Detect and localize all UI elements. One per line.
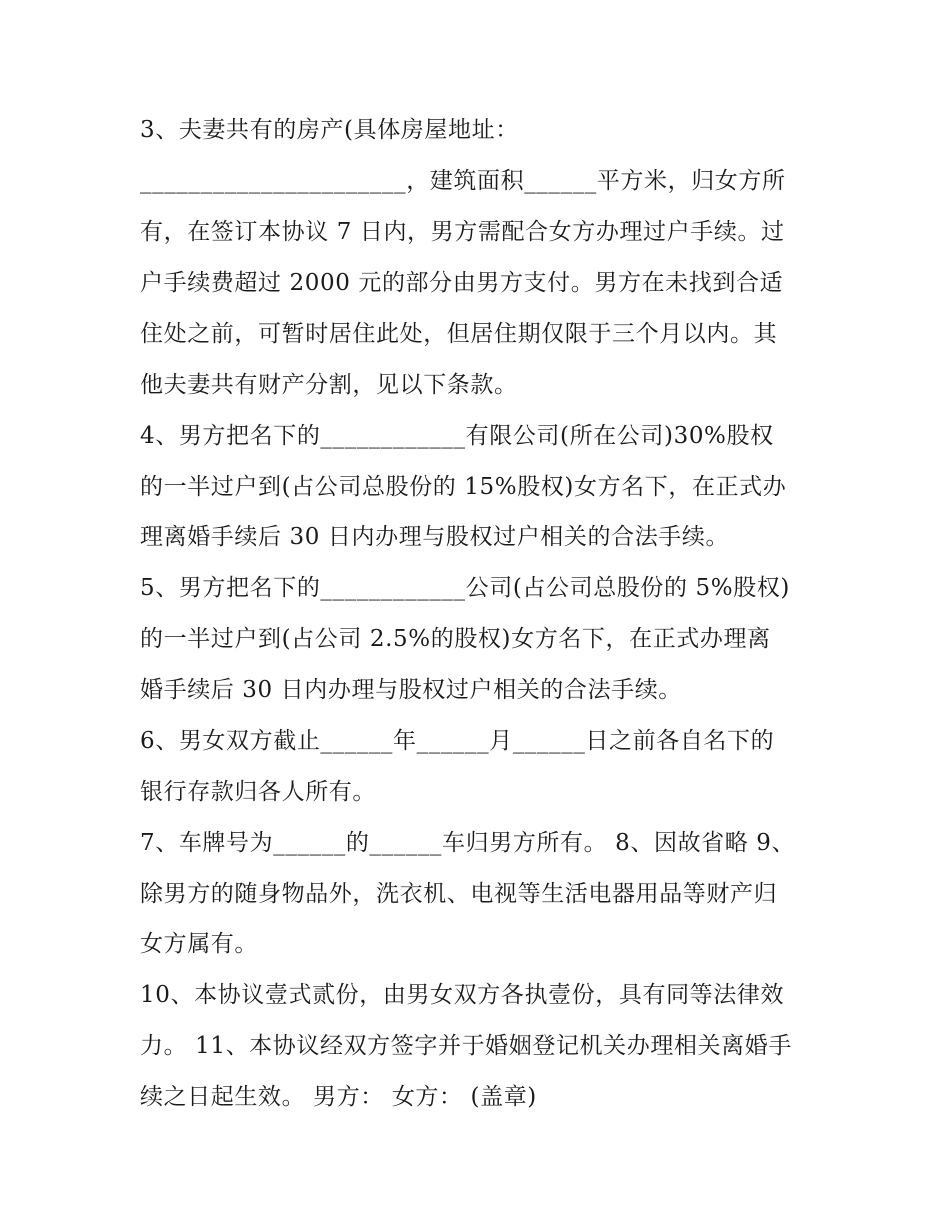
text-line: 理离婚手续后 30 日内办理与股权过户相关的合法手续。 <box>140 524 730 550</box>
text-line: 10、本协议壹式贰份，由男女双方各执壹份，具有同等法律效 <box>140 982 785 1008</box>
text-line: 的一半过户到(占公司总股份的 15%股权)女方名下，在正式办 <box>140 474 787 500</box>
text-line: 的一半过户到(占公司 2.5%的股权)女方名下，在正式办理离 <box>140 626 771 652</box>
text-line: 他夫妻共有财产分割，见以下条款。 <box>140 372 518 398</box>
text-line: 银行存款归各人所有。 <box>140 779 376 805</box>
text-line: 续之日起生效。 男方： 女方： (盖章) <box>140 1084 537 1110</box>
text-line: 5、男方把名下的____________公司(占公司总股份的 5%股权) <box>140 575 790 601</box>
text-line: 婚手续后 30 日内办理与股权过户相关的合法手续。 <box>140 677 682 703</box>
text-line: 有，在签订本协议 7 日内，男方需配合女方办理过户手续。过 <box>140 219 785 245</box>
text-line: 3、夫妻共有的房产(具体房屋地址： <box>140 117 519 143</box>
text-line: 4、男方把名下的____________有限公司(所在公司)30%股权 <box>140 423 774 449</box>
text-line: 户手续费超过 2000 元的部分由男方支付。男方在未找到合适 <box>140 270 784 296</box>
text-line: 6、男女双方截止______年______月______日之前各自名下的 <box>140 728 775 754</box>
text-line: 住处之前，可暂时居住此处，但居住期仅限于三个月以内。其 <box>140 321 778 347</box>
text-line: ______________________，建筑面积______平方米，归女方所 <box>140 168 786 194</box>
text-line: 力。 11、本协议经双方签字并于婚姻登记机关办理相关离婚手 <box>140 1033 792 1059</box>
text-line: 女方属有。 <box>140 931 258 957</box>
text-line: 7、车牌号为______的______车归男方所有。 8、因故省略 9、 <box>140 830 796 856</box>
text-line: 除男方的随身物品外，洗衣机、电视等生活电器用品等财产归 <box>140 881 778 907</box>
